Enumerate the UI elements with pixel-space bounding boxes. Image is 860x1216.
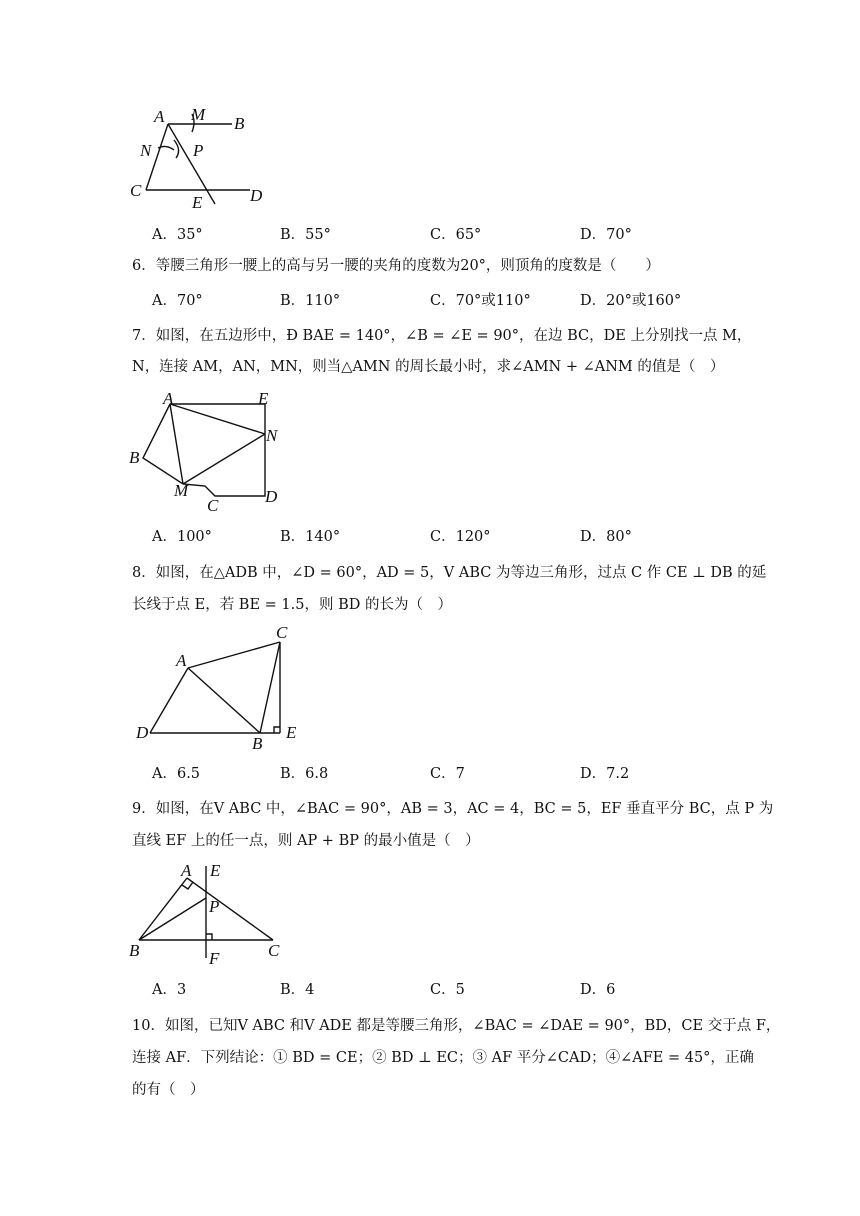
- q9-label-a: A: [181, 861, 192, 880]
- q10-line3: 的有（ ）: [132, 1082, 205, 1098]
- q5-option-a[interactable]: A．35°: [152, 227, 203, 243]
- q8-line2: 长线于点 E，若 BE = 1.5，则 BD 的长为（ ）: [132, 597, 452, 613]
- q9-option-a[interactable]: A．3: [152, 982, 187, 998]
- q9-figure: [125, 858, 290, 968]
- q8-label-e: E: [286, 723, 297, 742]
- q7-line2: N，连接 AM，AN，MN，则当△AMN 的周长最小时，求∠AMN + ∠ANM 的值是（ ）: [132, 359, 725, 375]
- q9-line1: 9．如图，在V ABC 中，∠BAC = 90°，AB = 3，AC = 4，BC = 5，EF 垂直平分 BC，点 P 为: [132, 801, 774, 817]
- q7-line1: 7．如图，在五边形中，Ð BAE = 140°，∠B = ∠E = 90°，在边 BC，DE 上分别找一点 M，: [132, 328, 752, 344]
- q7-label-a: A: [163, 390, 174, 408]
- q8-option-a[interactable]: A．6.5: [152, 766, 201, 782]
- q6-option-b[interactable]: B．110°: [280, 293, 341, 309]
- q5-label-b: B: [234, 114, 245, 133]
- q6-option-d[interactable]: D．20°或160°: [580, 293, 682, 309]
- q9-label-c: C: [268, 941, 280, 960]
- q7-label-n: N: [266, 426, 278, 445]
- q5-label-m: M: [191, 105, 206, 124]
- q5-label-a: A: [154, 107, 165, 126]
- q9-label-p: P: [209, 897, 220, 916]
- q9-label-e: E: [210, 861, 221, 880]
- q10-line1: 10．如图，已知V ABC 和V ADE 都是等腰三角形，∠BAC = ∠DAE = 90°，BD，CE 交于点 F，: [132, 1018, 781, 1034]
- q6-text: 6．等腰三角形一腰上的高与另一腰的夹角的度数为20°，则顶角的度数是（ ）: [132, 258, 660, 274]
- q5-option-d[interactable]: D．70°: [580, 227, 632, 243]
- q8-label-d: D: [136, 723, 149, 742]
- q6-option-a[interactable]: A．70°: [152, 293, 203, 309]
- q9-option-d[interactable]: D．6: [580, 982, 616, 998]
- q5-label-d: D: [250, 186, 263, 205]
- q8-option-c[interactable]: C．7: [430, 766, 465, 782]
- q8-option-b[interactable]: B．6.8: [280, 766, 329, 782]
- q5-label-p: P: [193, 141, 204, 160]
- q7-figure: [125, 390, 290, 515]
- q5-label-c: C: [130, 181, 142, 200]
- q5-figure: [120, 100, 280, 210]
- q7-label-b: B: [129, 448, 140, 467]
- q8-label-a: A: [176, 651, 187, 670]
- q7-option-a[interactable]: A．100°: [152, 529, 212, 545]
- q7-option-c[interactable]: C．120°: [430, 529, 491, 545]
- q5-label-e: E: [192, 193, 203, 210]
- q8-figure: [130, 620, 305, 755]
- q10-line2: 连接 AF．下列结论：① BD = CE；② BD ⊥ EC；③ AF 平分∠CAD；④∠AFE = 45°，正确: [132, 1050, 754, 1066]
- q8-label-c: C: [276, 623, 288, 642]
- q9-option-b[interactable]: B．4: [280, 982, 315, 998]
- q5-label-n: N: [140, 141, 152, 160]
- q7-label-m: M: [174, 481, 189, 500]
- q7-label-d: D: [265, 487, 278, 506]
- q8-option-d[interactable]: D．7.2: [580, 766, 630, 782]
- q8-label-b: B: [252, 734, 263, 753]
- q7-label-c: C: [207, 496, 219, 515]
- q7-option-d[interactable]: D．80°: [580, 529, 632, 545]
- q8-line1: 8．如图，在△ADB 中，∠D = 60°，AD = 5，V ABC 为等边三角形，过点 C 作 CE ⊥ DB 的延: [132, 565, 767, 581]
- q7-label-e: E: [258, 390, 269, 408]
- q9-label-b: B: [129, 941, 140, 960]
- q9-line2: 直线 EF 上的任一点，则 AP + BP 的最小值是（ ）: [132, 833, 480, 849]
- q5-option-c[interactable]: C．65°: [430, 227, 482, 243]
- q9-label-f: F: [209, 949, 220, 968]
- q9-option-c[interactable]: C．5: [430, 982, 465, 998]
- q5-option-b[interactable]: B．55°: [280, 227, 331, 243]
- q6-option-c[interactable]: C．70°或110°: [430, 293, 531, 309]
- q7-option-b[interactable]: B．140°: [280, 529, 341, 545]
